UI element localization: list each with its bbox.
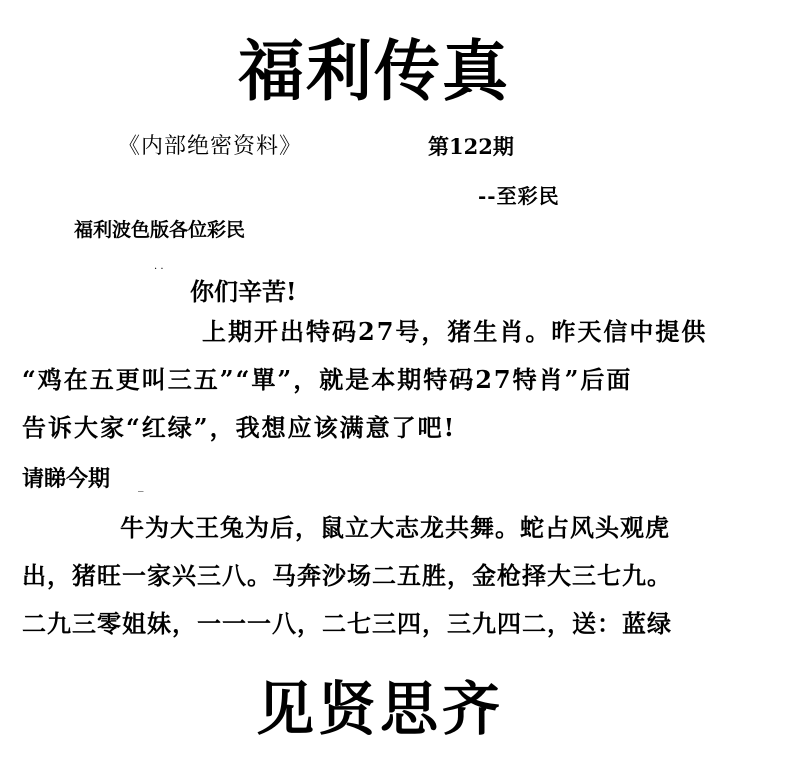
paragraph-1-line: 上期开出特码27号，猪生肖。昨天信中提供	[202, 317, 708, 346]
paragraph-1	[22, 308, 782, 452]
recipient-line: 福利波色版各位彩民	[74, 219, 246, 241]
prompt-underscore: _	[138, 479, 144, 492]
document-title: 福利传真	[238, 32, 510, 110]
paragraph-1-line: 告诉大家“红绿”，我想应该满意了吧!	[22, 413, 457, 442]
signer-line: --至彩民	[478, 184, 560, 208]
issue-number: 第122期	[428, 134, 514, 159]
source-label: 《内部绝密资料》	[118, 134, 303, 159]
paragraph-2-line: 二九三零姐妹，一一一八，二七三四，三九四二，送：蓝绿	[22, 609, 672, 638]
closing-slogan: 见贤思齐	[256, 675, 505, 743]
paragraph-2-line: 出，猪旺一家兴三八。马奔沙场二五胜，金枪择大三七九。	[22, 561, 672, 590]
paragraph-2-line: 牛为大王兔为后，鼠立大志龙共舞。蛇占风头观虎	[120, 513, 670, 542]
paragraph-2	[22, 504, 782, 648]
greeting-line: 你们辛苦!	[190, 277, 297, 306]
prompt-line: 请睇今期	[22, 466, 111, 492]
stray-dots: . .	[154, 261, 164, 272]
paragraph-1-line: “鸡在五更叫三五”“單”，就是本期特码27特肖”后面	[22, 365, 633, 394]
